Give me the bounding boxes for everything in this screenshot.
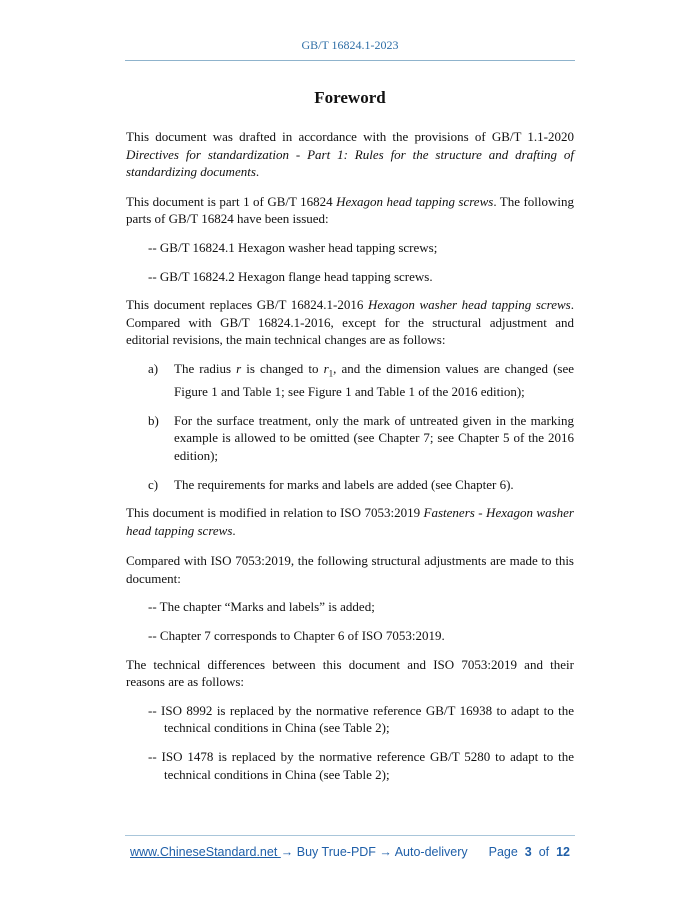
text: . Compared with GB/T 16824.1-2016, except for the structural adjustment and editorial revisions, the main technical changes are as follows:: [126, 297, 574, 348]
footer-divider: [125, 835, 575, 836]
footer-promo-text: → Buy True-PDF → Auto-delivery: [280, 845, 468, 859]
italic-title: Hexagon washer head tapping screws: [367, 297, 571, 313]
list-item: -- GB/T 16824.2 Hexagon flange head tapping screws.: [148, 268, 433, 284]
text: is changed to: [241, 360, 324, 376]
page-footer: [130, 845, 570, 859]
item-text: The requirements for marks and labels are added (see Chapter 6).: [174, 476, 514, 492]
current-page: 3: [524, 845, 532, 859]
text: This document is modified in relation to ISO 7053:2019: [126, 505, 424, 521]
item-label: c): [148, 476, 159, 492]
text: The radius: [174, 360, 237, 376]
document-body: [126, 86, 574, 794]
page-label: Page: [488, 845, 518, 859]
paragraph: [126, 504, 574, 539]
of-label: of: [538, 845, 550, 859]
list-item: [148, 476, 574, 494]
symbol: r: [323, 360, 329, 376]
item-text: [174, 360, 574, 401]
symbol: r: [236, 360, 242, 376]
text: This document is part 1 of GB/T 16824: [126, 193, 337, 209]
item-label: b): [148, 412, 159, 428]
text: , and the dimension values are changed (see Figure 1 and Table 1; see Figure 1 and Table 1 of the 2016 edition);: [174, 360, 574, 400]
website-link[interactable]: www.ChineseStandard.net: [130, 845, 281, 859]
list-item: [148, 412, 574, 465]
item-text: For the surface treatment, only the mark of untreated given in the marking example is allowed to be omitted (see Chapter 7; see Chapter 5 of the 2016 edition);: [174, 412, 574, 463]
paragraph: [126, 128, 574, 181]
paragraph: [126, 193, 574, 228]
list-item: -- ISO 8992 is replaced by the normative reference GB/T 16938 to adapt to the technical conditions in China (see Table 2);: [148, 702, 574, 736]
italic-title: Directives for standardization - Part 1: Rules for the structure and drafting of standardizing documents: [126, 146, 574, 180]
page-number: [489, 845, 570, 859]
list-item: -- Chapter 7 corresponds to Chapter 6 of ISO 7053:2019.: [148, 628, 445, 644]
header-divider: [125, 60, 575, 61]
total-pages: 12: [556, 845, 570, 859]
text: This document was drafted in accordance with the provisions of GB/T 1.1-2020: [126, 129, 574, 144]
paragraph: Compared with ISO 7053:2019, the following structural adjustments are made to this document:: [126, 553, 574, 586]
subscript: 1: [328, 368, 334, 379]
list-item: [148, 360, 574, 401]
list-item: -- GB/T 16824.1 Hexagon washer head tapping screws;: [148, 239, 438, 255]
italic-title: Hexagon head tapping screws: [336, 193, 494, 209]
page-title: Foreword: [314, 88, 386, 107]
italic-title: Fasteners - Hexagon washer head tapping screws: [126, 505, 574, 538]
text: This document replaces GB/T 16824.1-2016: [126, 297, 368, 313]
paragraph: [126, 296, 574, 349]
list-item: -- The chapter “Marks and labels” is added;: [148, 599, 375, 615]
paragraph: The technical differences between this document and ISO 7053:2019 and their reasons are as follows:: [126, 656, 574, 690]
text: .: [232, 522, 236, 538]
running-header: GB/T 16824.1-2023: [301, 38, 399, 52]
item-label: a): [148, 360, 159, 376]
list-item: -- ISO 1478 is replaced by the normative reference GB/T 5280 to adapt to the technical conditions in China (see Table 2);: [148, 749, 574, 782]
text: .: [255, 164, 260, 180]
footer-promo: [130, 845, 468, 859]
text: . The following parts of GB/T 16824 have been issued:: [126, 193, 575, 227]
